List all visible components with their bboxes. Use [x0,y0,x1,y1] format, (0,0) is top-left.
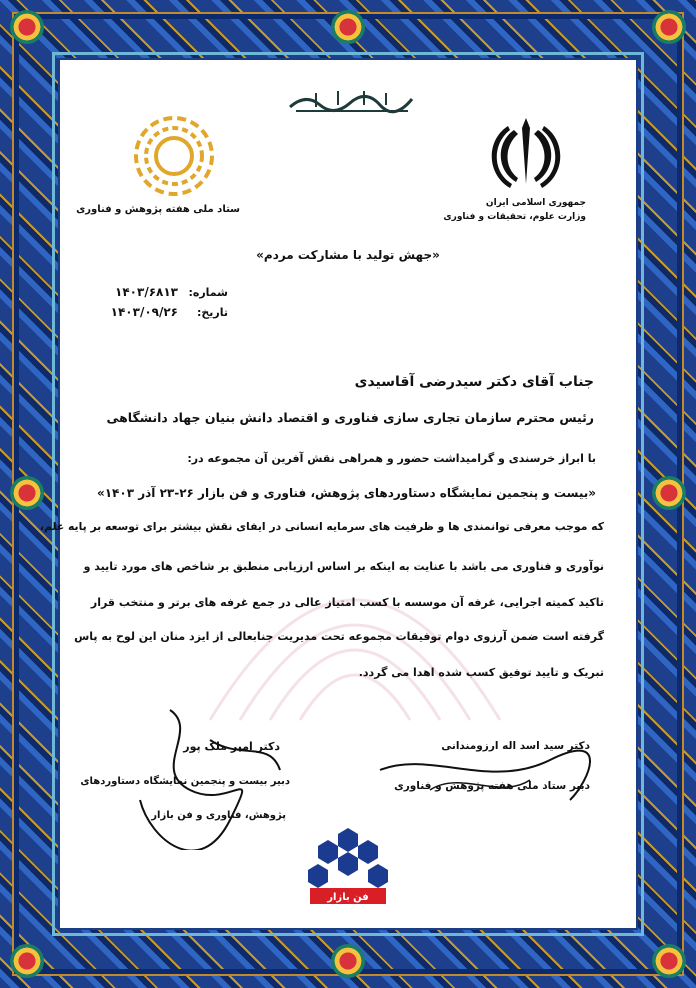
bismillah-calligraphy [286,85,416,115]
emblem-caption-1: جمهوری اسلامی ایران [485,198,586,208]
edge-ornament-icon [331,10,365,44]
research-week-logo [130,112,218,200]
corner-ornament-icon [652,10,686,44]
sun-spiral-icon [130,112,218,200]
date-value: ۱۴۰۳/۰۹/۲۶ [110,305,178,319]
number-label: شماره: [188,286,228,299]
left-signer-name: دکتر امیر ملک پور [183,740,280,753]
corner-ornament-icon [10,944,44,978]
recipient-title: رئیس محترم سازمان تجاری سازی فناوری و اقتصاد دانش بنیان جهاد دانشگاهی [106,410,594,425]
left-signer-role-1: دبیر بیست و پنجمین نمایشگاه دستاوردهای [80,776,290,787]
left-signer-role-2: پژوهش، فناوری و فن بازار [151,810,286,821]
number-value: ۱۴۰۳/۶۸۱۳ [115,285,178,299]
corner-ornament-icon [10,10,44,44]
body-line-6: گرفته است ضمن آرزوی دوام توفیقات مجموعه تحت مدیریت جنابعالی از ایزد منان این لوح به پاس [74,630,604,643]
corner-ornament-icon [652,944,686,978]
emblem-caption-2: وزارت علوم، تحقیقات و فناوری [443,212,586,222]
stamp-text: فن بازار [327,892,369,903]
body-line-7: تبریک و تایید توفیق کسب شده اهدا می گردد. [358,666,604,679]
body-line-4: نوآوری و فناوری می باشد با عنایت به اینکه بر اساس ارزیابی منطبق بر شاخص های مورد تایید و [83,560,604,573]
edge-ornament-icon [652,476,686,510]
fanbazar-logo [304,826,392,910]
edge-ornament-icon [331,944,365,978]
exhibition-title: «بیست و پنجمین نمایشگاه دستاوردهای پژوهش، فناوری و فن بازار ۲۶-۲۳ آذر ۱۴۰۳» [96,486,596,500]
recipient-name: جناب آقای دکتر سیدرضی آقاسیدی [354,374,594,390]
date-label: تاریخ: [196,306,228,319]
right-signer-name: دکتر سید اسد اله ارزومندانی [441,740,590,752]
iran-emblem-icon [484,112,568,196]
left-signature-scribble [110,700,300,850]
edge-ornament-icon [10,476,44,510]
right-signer-role: دبیر ستاد ملی هفته پژوهش و فناوری [394,780,590,792]
left-logo-caption: ستاد ملی هفته پژوهش و فناوری [76,204,240,215]
body-line-5: تاکید کمیته اجرایی، غرفه آن موسسه با کسب امتیاز عالی در جمع غرفه های برتر و منتخب قرار [90,596,604,609]
hex-cluster-icon [304,826,392,910]
body-line-1: با ابراز خرسندی و گرامیداشت حضور و همراهی نقش آفرین آن مجموعه در: [187,452,596,465]
slogan: «جهش تولید با مشارکت مردم» [256,248,440,262]
body-line-3: که موجب معرفی توانمندی ها و ظرفیت های سرمایه انسانی در ایفای نقش بیشتر برای توسعه بر پایه علم، [39,520,604,533]
